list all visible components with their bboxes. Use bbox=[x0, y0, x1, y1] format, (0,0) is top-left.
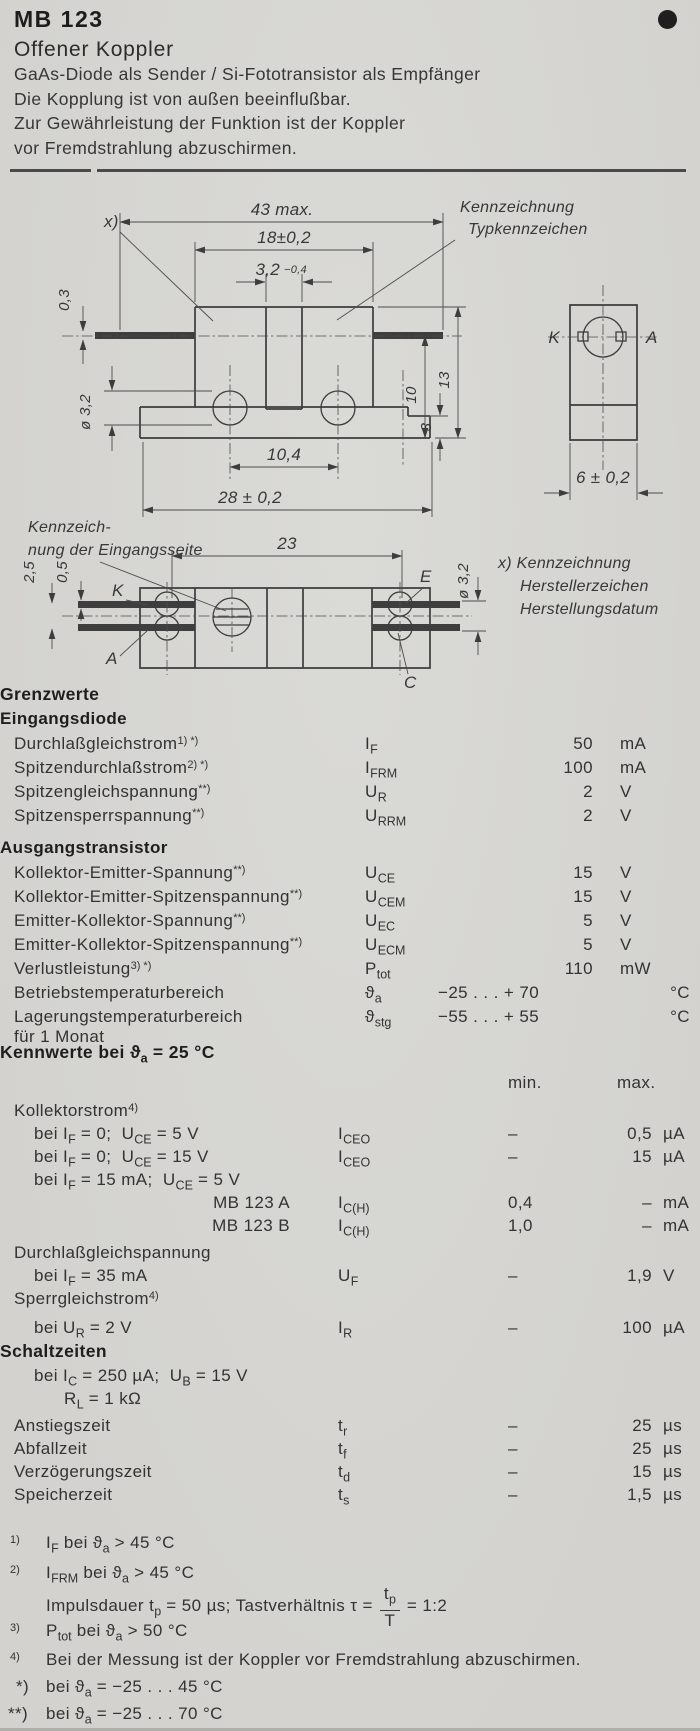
symbol: $U_R$ bbox=[365, 782, 387, 805]
unit: mA bbox=[663, 1216, 690, 1235]
row-label: bei $I_F = 0$; $U_{CE} = 5$ V bbox=[34, 1124, 199, 1147]
table-row bbox=[0, 1485, 700, 1508]
footnote-formula bbox=[46, 1584, 700, 1630]
dim-03-label: 0,3 bbox=[56, 289, 73, 311]
dim-dia32-top-label: ø 3,2 bbox=[455, 563, 472, 599]
min-value: – bbox=[508, 1318, 518, 1337]
row-label: Speicherzeit bbox=[14, 1485, 113, 1504]
dim-18-label: 18±0,2 bbox=[257, 228, 311, 247]
table-row bbox=[0, 758, 700, 782]
value: 5 bbox=[583, 935, 593, 954]
dim-dia32-front-label: ø 3,2 bbox=[77, 394, 94, 430]
footnote bbox=[0, 1563, 700, 1630]
symbol: $U_{ECM}$ bbox=[365, 935, 406, 958]
max-value: 15 bbox=[632, 1147, 652, 1166]
row-label: bei $U_R = 2$ V bbox=[34, 1318, 133, 1341]
footnotes bbox=[0, 1533, 700, 1731]
row-label: Verlustleistung$^{3) *)}$ bbox=[14, 959, 152, 978]
min-value: – bbox=[508, 1416, 518, 1435]
symbol: $P_{tot}$ bbox=[365, 959, 391, 982]
unit: V bbox=[620, 911, 632, 930]
footnote-marker: 3) bbox=[10, 1622, 20, 1634]
x-marker-label: x) bbox=[104, 212, 119, 231]
unit: µA bbox=[663, 1124, 685, 1143]
max-value: 0,5 bbox=[627, 1124, 652, 1143]
table-row bbox=[0, 983, 700, 1007]
min-value: – bbox=[508, 1485, 518, 1504]
dim-43max-label: 43 max. bbox=[250, 200, 314, 219]
footnote-marker: 2) bbox=[10, 1564, 20, 1576]
description-line: GaAs-Diode als Sender / Si-Fototransistor als Empfänger bbox=[14, 64, 481, 84]
footnote-text: bei $ϑ_a = -25$ . . . 70 °C bbox=[46, 1704, 223, 1727]
lead bbox=[372, 624, 460, 631]
pin-a-label: A bbox=[106, 649, 118, 668]
lead bbox=[372, 601, 460, 608]
value: 100 bbox=[563, 758, 593, 777]
dim-23-label: 23 bbox=[277, 534, 297, 553]
row-label: Betriebstemperaturbereich bbox=[14, 983, 225, 1002]
row-label: Emitter-Kollektor-Spitzenspannung**) bbox=[14, 935, 303, 954]
max-value: 100 bbox=[622, 1318, 652, 1337]
device-description bbox=[14, 62, 481, 160]
page-title: MB 123 bbox=[14, 6, 104, 32]
dim-25-label: 2,5 bbox=[21, 561, 38, 583]
col-min-header: min. bbox=[508, 1073, 542, 1092]
dim-32-label: 3,2 bbox=[255, 260, 280, 279]
value: 5 bbox=[583, 911, 593, 930]
table-row bbox=[0, 935, 700, 959]
unit: mA bbox=[620, 734, 647, 753]
max-value: 25 bbox=[632, 1416, 652, 1435]
min-value: – bbox=[508, 1124, 518, 1143]
row-label: Spitzensperrspannung**) bbox=[14, 806, 205, 825]
symbol: $t_f$ bbox=[338, 1439, 347, 1462]
table-row bbox=[0, 782, 700, 806]
row-label: Anstiegszeit bbox=[14, 1416, 111, 1435]
max-value: 1,5 bbox=[627, 1485, 652, 1504]
value: 15 bbox=[573, 887, 593, 906]
unit: V bbox=[620, 863, 632, 882]
value: 110 bbox=[564, 959, 593, 978]
symbol: $I_{C(H)}$ bbox=[338, 1216, 370, 1239]
fraction-numerator: $t_p$ bbox=[380, 1585, 400, 1611]
description-line: Die Kopplung ist von außen beeinflußbar. bbox=[14, 88, 352, 109]
value: 2 bbox=[583, 782, 593, 801]
min-value: 1,0 bbox=[508, 1216, 533, 1235]
table-row bbox=[0, 1462, 700, 1485]
footnote bbox=[0, 1533, 700, 1563]
marking-note-line2: Typkennzeichen bbox=[468, 221, 588, 238]
technical-drawing bbox=[0, 180, 700, 692]
footnote-text: $P_{tot}$ bei $ϑ_a > 50$ °C bbox=[46, 1621, 188, 1644]
marking-note-line1: Kennzeichnung bbox=[460, 199, 575, 216]
symbol: $U_F$ bbox=[338, 1266, 359, 1289]
row-label: bei $I_F = 15$ mA; $U_{CE} = 5$ V bbox=[34, 1170, 241, 1193]
table-row bbox=[0, 1193, 700, 1216]
symbol: $I_{FRM}$ bbox=[365, 758, 398, 781]
symbol: $I_{CEO}$ bbox=[338, 1124, 371, 1147]
symbol: $I_F$ bbox=[365, 734, 378, 757]
dim-104-label: 10,4 bbox=[266, 445, 302, 464]
symbol: $I_{C(H)}$ bbox=[338, 1193, 370, 1216]
table-subheading: Ausgangstransistor bbox=[0, 838, 168, 857]
unit: µs bbox=[663, 1439, 683, 1458]
row-label: Lagerungstemperaturbereich für 1 Monat bbox=[14, 1007, 243, 1046]
value: 15 bbox=[573, 863, 593, 882]
unit: mA bbox=[620, 758, 647, 777]
footnote-marker: 4) bbox=[10, 1651, 20, 1663]
unit: °C bbox=[670, 1007, 690, 1026]
formula-post: = 1:2 bbox=[406, 1596, 448, 1616]
table-row bbox=[0, 1439, 700, 1462]
dim-10-label: 10 bbox=[403, 386, 420, 404]
row-label: Kollektor-Emitter-Spannung**) bbox=[14, 863, 246, 882]
table-row bbox=[0, 1170, 700, 1193]
symbol: $U_{EC}$ bbox=[365, 911, 396, 934]
section-title: Grenzwerte bbox=[0, 684, 100, 704]
unit: °C bbox=[670, 983, 690, 1002]
x-footnote-block bbox=[497, 555, 659, 618]
footnote bbox=[0, 1621, 700, 1650]
symbol: $U_{CE}$ bbox=[365, 863, 396, 886]
unit: µs bbox=[663, 1485, 683, 1504]
table-row bbox=[0, 959, 700, 983]
symbol: $t_r$ bbox=[338, 1416, 348, 1439]
grenzwerte-rows bbox=[0, 709, 700, 1053]
schaltzeiten-rows bbox=[0, 1366, 700, 1508]
footnote-marker: **) bbox=[8, 1704, 29, 1723]
footnote-text: $I_F$ bei $ϑ_a > 45$ °C bbox=[46, 1533, 175, 1556]
max-value: – bbox=[642, 1193, 652, 1212]
symbol: $t_d$ bbox=[338, 1462, 351, 1485]
row-label: bei $I_F = 0$; $U_{CE} = 15$ V bbox=[34, 1147, 209, 1170]
symbol: $U_{CEM}$ bbox=[365, 887, 406, 910]
symbol: $t_s$ bbox=[338, 1485, 350, 1508]
row-label: Kollektor-Emitter-Spitzenspannung**) bbox=[14, 887, 303, 906]
table-row bbox=[0, 1289, 700, 1312]
unit: µA bbox=[663, 1147, 685, 1166]
dim-32-tolerance-label: −0,4 bbox=[284, 264, 307, 276]
table-row bbox=[0, 1243, 700, 1266]
unit: V bbox=[663, 1266, 675, 1285]
symbol: $ϑ_{stg}$ bbox=[365, 1007, 392, 1030]
x-note-line3: Herstellungsdatum bbox=[520, 601, 659, 618]
table-row bbox=[0, 806, 700, 830]
row-label: Spitzendurchlaßstrom$^{2) *)}$ bbox=[14, 758, 209, 777]
input-note-line2: nung der Eingangsseite bbox=[28, 542, 203, 559]
row-label: Abfallzeit bbox=[14, 1439, 87, 1458]
unit: V bbox=[620, 782, 632, 801]
device-title: Offener Koppler bbox=[14, 38, 174, 61]
pin-a-label: A bbox=[646, 328, 658, 347]
row-label: bei $I_F = 35$ mA bbox=[34, 1266, 148, 1289]
unit: V bbox=[620, 935, 632, 954]
fraction-denominator: T bbox=[384, 1610, 396, 1630]
symbol: $I_{CEO}$ bbox=[338, 1147, 371, 1170]
table-row bbox=[0, 1416, 700, 1439]
symbol: $U_{RRM}$ bbox=[365, 806, 407, 829]
table-row bbox=[0, 1147, 700, 1170]
row-label: Durchlaßgleichstrom$^{1) *)}$ bbox=[14, 734, 199, 753]
pin-c-label: C bbox=[404, 673, 417, 692]
symbol: $ϑ_a$ bbox=[365, 983, 382, 1006]
x-note-line1: x) Kennzeichnung bbox=[498, 555, 631, 572]
footnote bbox=[0, 1704, 700, 1731]
footnote-text: bei $ϑ_a = -25$ . . . 45 °C bbox=[46, 1677, 223, 1700]
table-row bbox=[0, 1318, 700, 1341]
front-view bbox=[56, 199, 588, 517]
table-row bbox=[0, 1101, 700, 1124]
unit: mA bbox=[663, 1193, 690, 1212]
footnote-marker: *) bbox=[16, 1677, 30, 1696]
min-value: – bbox=[508, 1147, 518, 1166]
input-note-line1: Kennzeich- bbox=[28, 519, 112, 536]
footnote-marker: 1) bbox=[10, 1534, 20, 1546]
row-label: Kollektorstrom$^{4)}$ bbox=[14, 1101, 139, 1120]
col-max-header: max. bbox=[617, 1073, 656, 1092]
column-headers bbox=[0, 1073, 700, 1101]
table-row bbox=[0, 863, 700, 887]
unit: V bbox=[620, 806, 632, 825]
pin-k-label: K bbox=[548, 328, 560, 347]
min-value: – bbox=[508, 1462, 518, 1481]
lead bbox=[78, 624, 195, 631]
dim-13-label: 13 bbox=[436, 371, 453, 389]
kennwerte-rows bbox=[0, 1101, 700, 1341]
pin-k-label: K bbox=[112, 581, 124, 600]
unit: µA bbox=[663, 1318, 685, 1337]
formula-pre: Impulsdauer $t_p = 50$ µs; Tastverhältnis τ = bbox=[46, 1596, 373, 1619]
footnote bbox=[0, 1677, 700, 1704]
min-value: – bbox=[508, 1266, 518, 1285]
unit: µs bbox=[663, 1416, 683, 1435]
lead bbox=[95, 332, 195, 339]
row-label: Spitzengleichspannung**) bbox=[14, 782, 211, 801]
row-label: Durchlaßgleichspannung bbox=[14, 1243, 211, 1262]
unit: V bbox=[620, 887, 632, 906]
unit: µs bbox=[663, 1462, 683, 1481]
dim-05-label: 0,5 bbox=[54, 561, 71, 583]
value: 2 bbox=[583, 806, 593, 825]
row-label: MB 123 B bbox=[212, 1216, 290, 1235]
dim-28-label: 28 ± 0,2 bbox=[218, 488, 282, 507]
registration-dot-icon bbox=[658, 10, 677, 29]
pin-e-label: E bbox=[420, 567, 432, 586]
kennwerte-section bbox=[0, 1042, 700, 1341]
table-row bbox=[0, 1366, 700, 1389]
table-subheading: Eingangsdiode bbox=[0, 709, 128, 728]
table-row bbox=[0, 1266, 700, 1289]
table-row bbox=[0, 1124, 700, 1147]
dim-3-label: 3 bbox=[418, 422, 435, 432]
max-value: 1,9 bbox=[627, 1266, 652, 1285]
table-row bbox=[0, 911, 700, 935]
min-value: 0,4 bbox=[508, 1193, 533, 1212]
max-value: 25 bbox=[632, 1439, 652, 1458]
divider bbox=[97, 169, 686, 172]
divider bbox=[10, 169, 91, 172]
footnote-text: $I_{FRM}$ bei $ϑ_a > 45$ °C bbox=[46, 1563, 195, 1586]
value: 50 bbox=[573, 734, 593, 753]
description-line: vor Fremdstrahlung abzuschirmen. bbox=[14, 137, 298, 158]
row-label: Sperrgleichstrom$^{4)}$ bbox=[14, 1289, 159, 1308]
symbol: $I_R$ bbox=[338, 1318, 353, 1341]
max-value: – bbox=[642, 1216, 652, 1235]
lead bbox=[373, 332, 443, 339]
table-row bbox=[0, 734, 700, 758]
unit: mW bbox=[620, 959, 652, 978]
row-label: bei $I_C = 250$ µA; $U_B = 15$ V bbox=[34, 1366, 248, 1389]
row-label: MB 123 A bbox=[213, 1193, 290, 1212]
footnote-text: Bei der Messung ist der Koppler vor Fremdstrahlung abzuschirmen. bbox=[46, 1650, 581, 1669]
section-title: Kennwerte bei $ϑ_a = 25$ °C bbox=[0, 1042, 215, 1066]
dim-6-label: 6 ± 0,2 bbox=[576, 468, 630, 487]
row-label: $R_L = 1$ kΩ bbox=[64, 1389, 142, 1412]
x-note-line2: Herstellerzeichen bbox=[520, 578, 649, 595]
value-range: −55 . . . + 55 bbox=[438, 1007, 540, 1026]
value-range: −25 . . . + 70 bbox=[438, 983, 540, 1002]
min-value: – bbox=[508, 1439, 518, 1458]
schaltzeiten-section bbox=[0, 1341, 700, 1508]
table-row bbox=[0, 887, 700, 911]
row-label: Emitter-Kollektor-Spannung**) bbox=[14, 911, 246, 930]
section-title: Schaltzeiten bbox=[0, 1341, 107, 1361]
row-label: Verzögerungszeit bbox=[14, 1462, 152, 1481]
side-view bbox=[544, 285, 663, 500]
description-line: Zur Gewährleistung der Funktion ist der Koppler bbox=[14, 113, 406, 133]
footnote bbox=[0, 1650, 700, 1677]
table-row bbox=[0, 1389, 700, 1412]
table-row bbox=[0, 1216, 700, 1239]
grenzwerte-section bbox=[0, 684, 700, 1053]
max-value: 15 bbox=[632, 1462, 652, 1481]
